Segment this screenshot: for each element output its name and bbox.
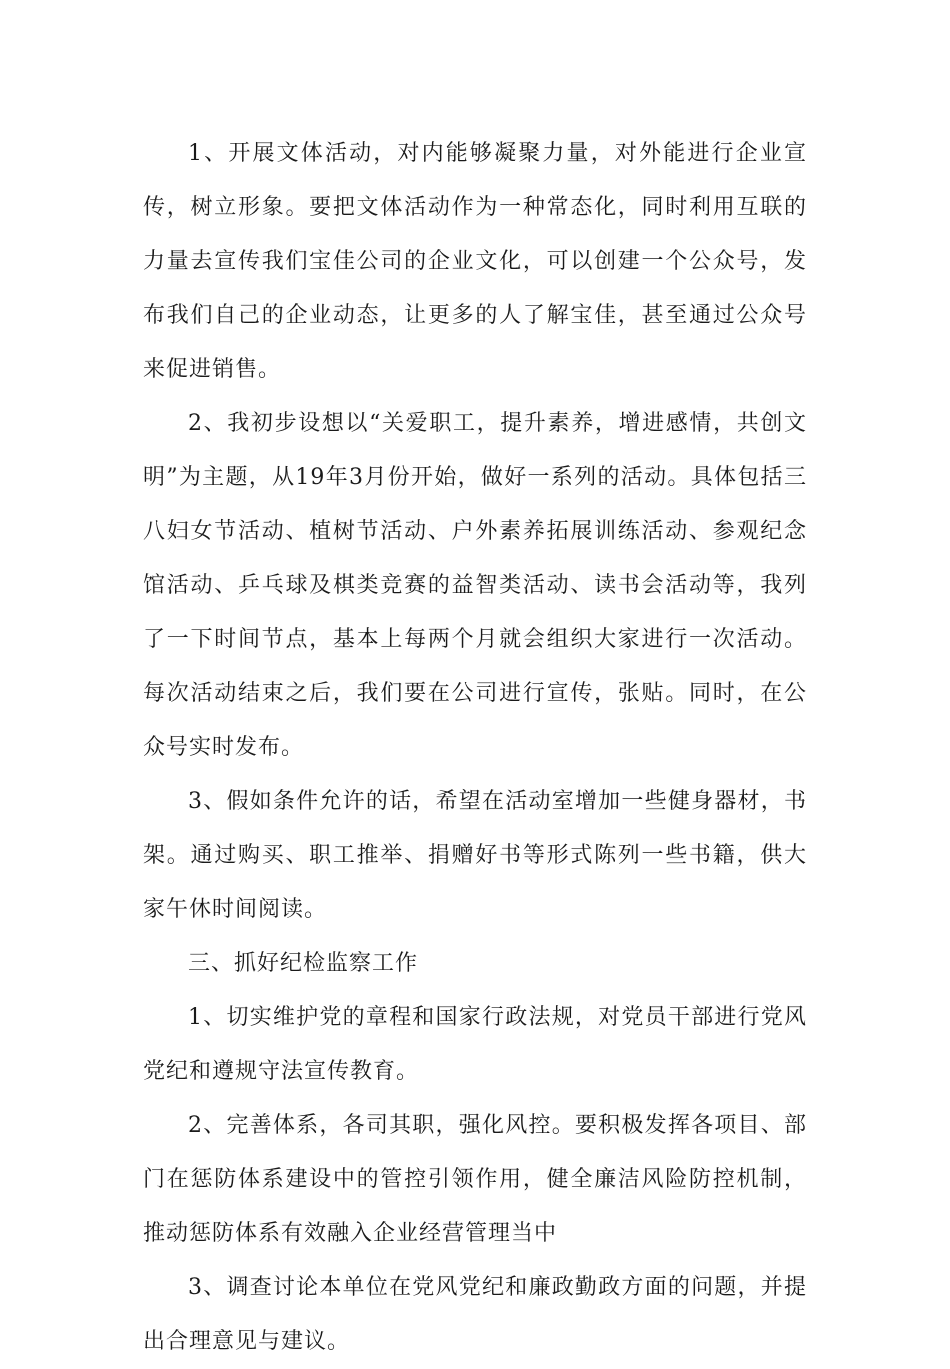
paragraph-activities-2: 2、我初步设想以“关爱职工，提升素养，增进感情，共创文明”为主题，从19年3月份开始，做好一系列的活动。具体包括三八妇女节活动、植树节活动、户外素养拓展训练活动、参观纪念馆活动、乒乓球及棋类竞赛的益智类活动、读书会活动等，我列了一下时间节点，基本上每两个月就会组织大家进行一次活动。每次活动结束之后，我们要在公司进行宣传，张贴。同时，在公众号实时发布。 — [143, 411, 807, 760]
paragraph-activities-1: 1、开展文体活动，对内能够凝聚力量，对外能进行企业宣传，树立形象。要把文体活动作为一种常态化，同时利用互联的力量去宣传我们宝佳公司的企业文化，可以创建一个公众号，发布我们自己的企业动态，让更多的人了解宝佳，甚至通过公众号来促进销售。 — [143, 141, 807, 382]
paragraph-discipline-3: 3、调查讨论本单位在党风党纪和廉政勤政方面的问题，并提出合理意见与建议。 — [143, 1275, 807, 1354]
document-body — [143, 127, 807, 1369]
section-heading-discipline: 三、抓好纪检监察工作 — [188, 951, 419, 976]
paragraph-discipline-2: 2、完善体系，各司其职，强化风控。要积极发挥各项目、部门在惩防体系建设中的管控引领作用，健全廉洁风险防控机制，推动惩防体系有效融入企业经营管理当中 — [143, 1113, 807, 1246]
paragraph-activities-3: 3、假如条件允许的话，希望在活动室增加一些健身器材，书架。通过购买、职工推举、捐赠好书等形式陈列一些书籍，供大家午休时间阅读。 — [143, 789, 807, 922]
paragraph-discipline-1: 1、切实维护党的章程和国家行政法规，对党员干部进行党风党纪和遵规守法宣传教育。 — [143, 1005, 807, 1084]
